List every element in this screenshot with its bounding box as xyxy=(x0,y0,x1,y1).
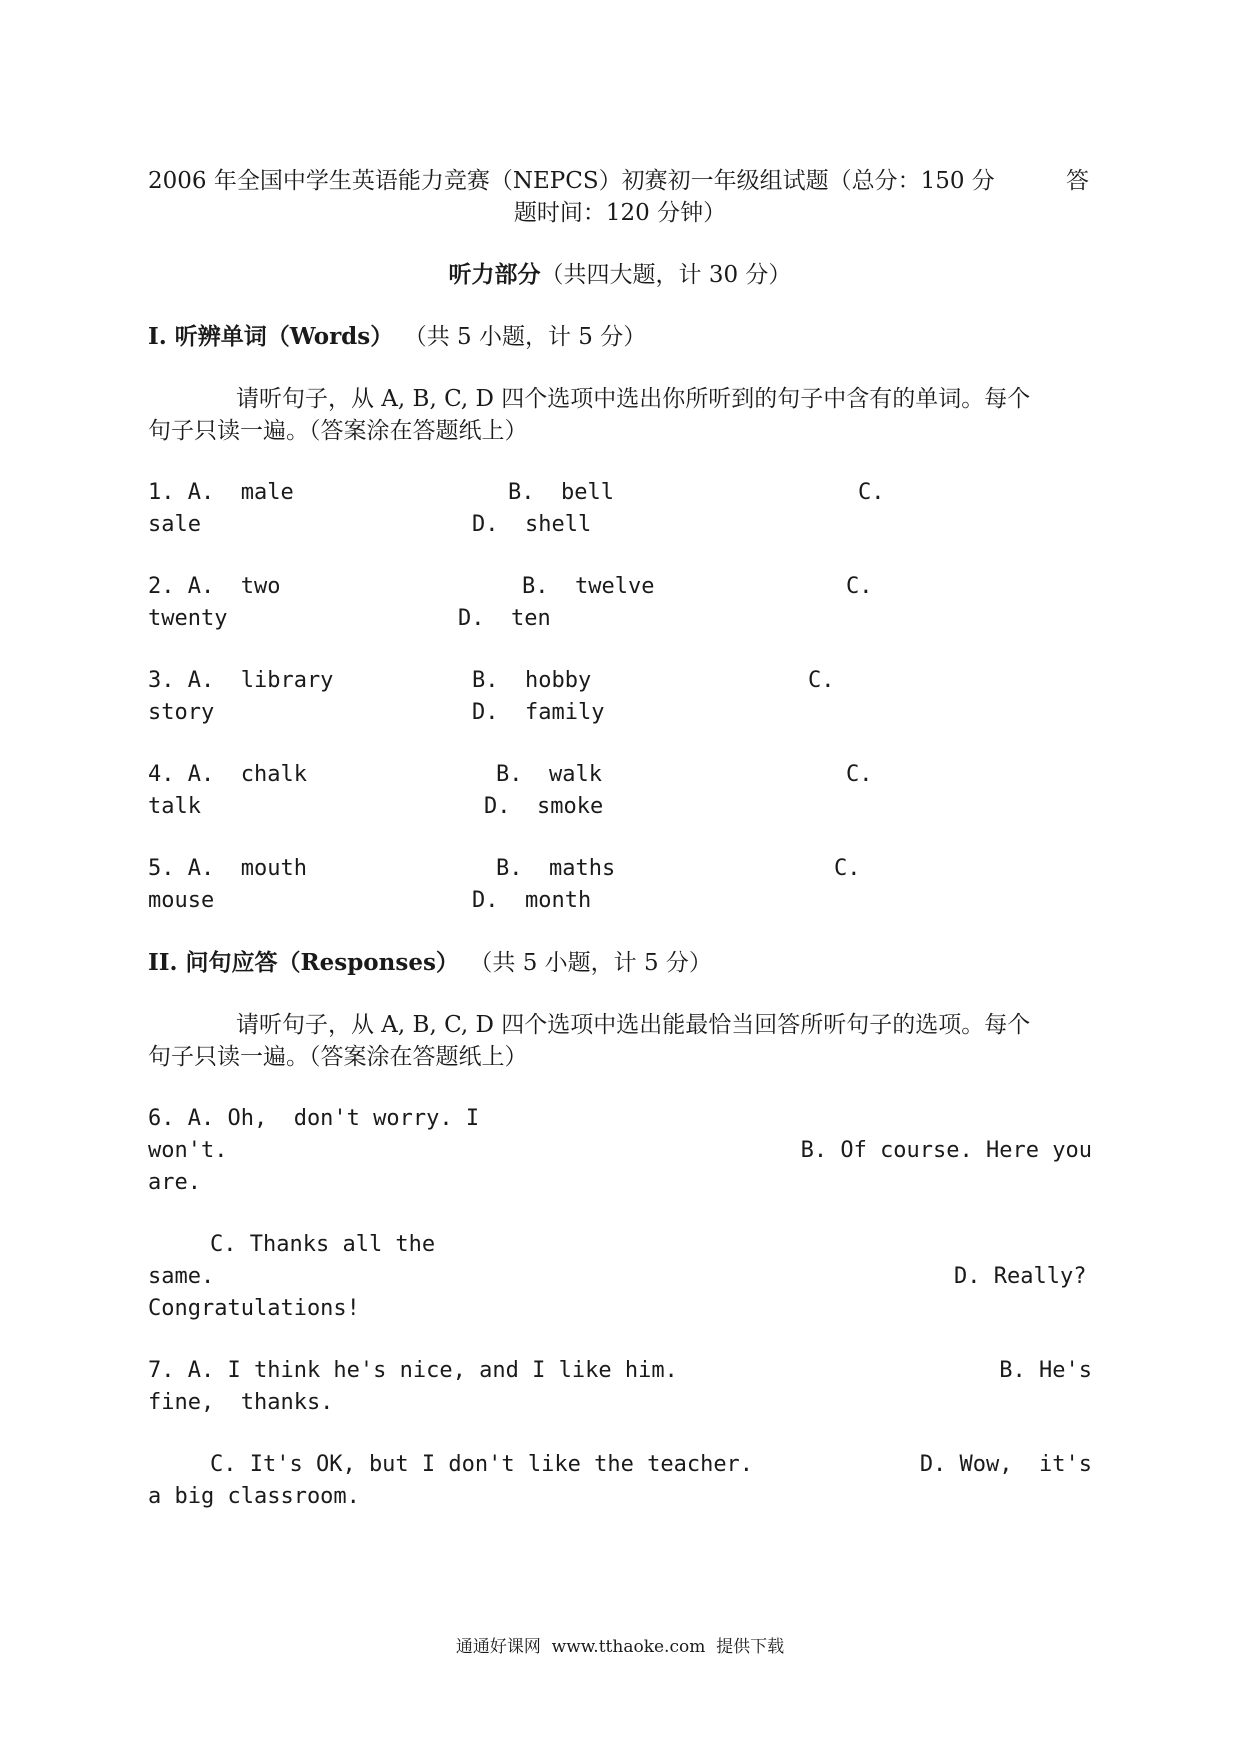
q2-option-a: 2. A. two xyxy=(148,574,281,599)
q6-option-c-line-1: C. Thanks all the xyxy=(210,1232,436,1257)
section-2-heading xyxy=(148,948,712,978)
section-1-instruction-line-2: 句子只读一遍。（答案涂在答题纸上） xyxy=(148,418,528,444)
section-1-heading-bold: I. 听辨单词（Words） xyxy=(148,323,394,350)
q5-option-d: D. month xyxy=(472,888,592,913)
title-line-1: 2006 年全国中学生英语能力竞赛（NEPCS）初赛初一年级组试题（总分：150 分 xyxy=(148,168,995,194)
q5-option-c: C. xyxy=(834,856,861,881)
section-2-instruction-line-2: 句子只读一遍。（答案涂在答题纸上） xyxy=(148,1044,528,1070)
q3-option-c-word: story xyxy=(148,700,215,725)
q6-option-d-line-1: D. Really? xyxy=(954,1264,1087,1289)
q7-option-c-line-1: C. It's OK, but I don't like the teacher. xyxy=(210,1452,754,1477)
q1-option-b: B. bell xyxy=(508,480,614,505)
q4-option-b: B. walk xyxy=(496,762,602,787)
q1-option-c-word: sale xyxy=(148,512,201,537)
q7-option-d-line-2: a big classroom. xyxy=(148,1484,360,1509)
q6-option-b-line-1: B. Of course. Here you xyxy=(800,1138,1092,1163)
q6-option-a-line-1: 6. A. Oh, don't worry. I xyxy=(148,1106,480,1131)
section-2-heading-rest: （共 5 小题，计 5 分） xyxy=(480,950,712,976)
section-1-heading xyxy=(148,322,646,352)
listening-heading-bold: 听力部分 xyxy=(448,261,541,288)
q6-option-c-line-2: same. xyxy=(148,1264,215,1289)
section-2-heading-bold: II. 问句应答（Responses） xyxy=(148,949,459,976)
q7-option-b-line-2: fine, thanks. xyxy=(148,1390,334,1415)
q6-option-a-line-2: won't. xyxy=(148,1138,228,1163)
q2-option-c: C. xyxy=(846,574,873,599)
q3-option-a: 3. A. library xyxy=(148,668,334,693)
q4-option-c-word: talk xyxy=(148,794,201,819)
q4-option-c: C. xyxy=(846,762,873,787)
listening-heading xyxy=(0,260,1240,290)
q3-option-b: B. hobby xyxy=(472,668,592,693)
q3-option-c: C. xyxy=(808,668,835,693)
q1-option-a: 1. A. male xyxy=(148,480,294,505)
section-2-instruction-line-1: 请听句子，从 A, B, C, D 四个选项中选出能最恰当回答所听句子的选项。每个 xyxy=(236,1012,1031,1038)
q5-option-c-word: mouse xyxy=(148,888,215,913)
q4-option-d: D. smoke xyxy=(484,794,604,819)
q6-option-d-line-2: Congratulations! xyxy=(148,1296,360,1321)
q4-option-a: 4. A. chalk xyxy=(148,762,307,787)
q7-option-b-line-1: B. He's xyxy=(999,1358,1092,1383)
q2-option-b: B. twelve xyxy=(522,574,655,599)
q3-option-d: D. family xyxy=(472,700,605,725)
section-1-heading-rest: （共 5 小题，计 5 分） xyxy=(415,324,647,350)
q5-option-b: B. maths xyxy=(496,856,616,881)
q6-option-b-line-2: are. xyxy=(148,1170,201,1195)
q1-option-c: C. xyxy=(858,480,885,505)
q1-option-d: D. shell xyxy=(472,512,592,537)
listening-heading-rest: （共四大题，计 30 分） xyxy=(540,262,792,288)
q7-option-a-line-1: 7. A. I think he's nice, and I like him. xyxy=(148,1358,678,1383)
q2-option-c-word: twenty xyxy=(148,606,228,631)
section-1-instruction-line-1: 请听句子，从 A, B, C, D 四个选项中选出你所听到的句子中含有的单词。每个 xyxy=(236,386,1031,412)
title-line-2: 题时间：120 分钟） xyxy=(513,200,727,226)
title-line-1-end: 答 xyxy=(1066,168,1089,194)
q7-option-d-line-1: D. Wow, it's xyxy=(919,1452,1092,1477)
page-footer: 通通好课网 www.tthaoke.com 提供下载 xyxy=(455,1637,785,1657)
q5-option-a: 5. A. mouth xyxy=(148,856,307,881)
q2-option-d: D. ten xyxy=(458,606,551,631)
